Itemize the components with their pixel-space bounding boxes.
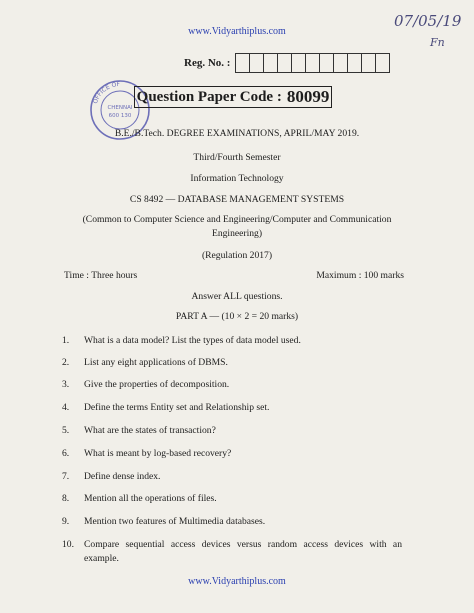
question-number: 6. bbox=[62, 448, 70, 459]
reg-no-digit-box[interactable] bbox=[376, 54, 389, 72]
reg-no-digit-box[interactable] bbox=[292, 54, 306, 72]
question-item bbox=[62, 538, 402, 566]
question-item bbox=[62, 424, 402, 438]
registration-number bbox=[184, 52, 390, 74]
question-text: What are the states of transaction? bbox=[84, 425, 216, 436]
question-number: 3. bbox=[62, 379, 70, 390]
reg-no-digit-box[interactable] bbox=[348, 54, 362, 72]
question-text: Give the properties of decomposition. bbox=[84, 379, 230, 390]
qp-code-value: 80099 bbox=[286, 87, 330, 106]
part-a-heading: PART A — (10 × 2 = 20 marks) bbox=[175, 311, 299, 322]
question-item bbox=[62, 334, 402, 348]
question-number: 2. bbox=[62, 357, 70, 368]
department: Information Technology bbox=[190, 173, 284, 184]
question-item bbox=[62, 356, 402, 370]
question-item bbox=[62, 492, 402, 506]
regulation: (Regulation 2017) bbox=[201, 250, 273, 261]
question-text: What is meant by log-based recovery? bbox=[84, 448, 232, 459]
semester: Third/Fourth Semester bbox=[193, 152, 281, 163]
question-item bbox=[62, 401, 402, 415]
question-item bbox=[62, 515, 402, 529]
question-text: Mention two features of Multimedia databases. bbox=[84, 516, 266, 527]
reg-no-digit-box[interactable] bbox=[306, 54, 320, 72]
reg-no-digit-box[interactable] bbox=[334, 54, 348, 72]
question-number: 4. bbox=[62, 402, 70, 413]
question-number: 7. bbox=[62, 471, 70, 482]
question-item bbox=[62, 447, 402, 461]
reg-no-digit-box[interactable] bbox=[264, 54, 278, 72]
reg-no-digit-box[interactable] bbox=[278, 54, 292, 72]
question-text: List any eight applications of DBMS. bbox=[84, 357, 228, 368]
time-allowed: Time : Three hours bbox=[64, 270, 138, 281]
common-to-line-1: (Common to Computer Science and Engineering/Computer and Communication bbox=[82, 214, 392, 225]
reg-no-boxes[interactable] bbox=[235, 53, 390, 73]
question-number: 8. bbox=[62, 493, 70, 504]
question-item bbox=[62, 378, 402, 392]
handwritten-date-annotation bbox=[392, 6, 462, 50]
svg-text:CHENNAI: CHENNAI bbox=[107, 105, 133, 111]
reg-no-digit-box[interactable] bbox=[250, 54, 264, 72]
reg-no-digit-box[interactable] bbox=[320, 54, 334, 72]
reg-no-label: Reg. No. : bbox=[184, 57, 231, 69]
qp-code-label: Question Paper Code : bbox=[136, 88, 282, 105]
svg-text:600 130: 600 130 bbox=[108, 113, 132, 119]
common-to-line-2: Engineering) bbox=[211, 228, 263, 239]
question-number: 1. bbox=[62, 335, 70, 346]
svg-text:OFFICE OF: OFFICE OF bbox=[91, 80, 121, 105]
exam-title: B.E./B.Tech. DEGREE EXAMINATIONS, APRIL/MAY 2019. bbox=[114, 128, 360, 139]
question-text: Define the terms Entity set and Relationship set. bbox=[84, 402, 270, 413]
svg-text:07/05/19: 07/05/19 bbox=[394, 12, 462, 30]
question-number: 9. bbox=[62, 516, 70, 527]
maximum-marks: Maximum : 100 marks bbox=[316, 270, 404, 281]
svg-text:Fn: Fn bbox=[430, 36, 445, 49]
bottom-website-link[interactable]: www.Vidyarthiplus.com bbox=[188, 576, 286, 587]
reg-no-digit-box[interactable] bbox=[362, 54, 376, 72]
question-item bbox=[62, 470, 402, 484]
reg-no-digit-box[interactable] bbox=[236, 54, 250, 72]
course-title: CS 8492 — DATABASE MANAGEMENT SYSTEMS bbox=[129, 194, 345, 205]
question-text: Define dense index. bbox=[84, 471, 161, 482]
question-number: 10. bbox=[62, 539, 74, 550]
question-text: Compare sequential access devices versus random access devices with an example. bbox=[84, 539, 402, 564]
question-number: 5. bbox=[62, 425, 70, 436]
instruction: Answer ALL questions. bbox=[191, 291, 283, 302]
question-text: Mention all the operations of files. bbox=[84, 493, 217, 504]
question-text: What is a data model? List the types of data model used. bbox=[84, 335, 301, 346]
top-website-link[interactable]: www.Vidyarthiplus.com bbox=[188, 26, 286, 37]
question-paper-code-box bbox=[134, 86, 332, 108]
